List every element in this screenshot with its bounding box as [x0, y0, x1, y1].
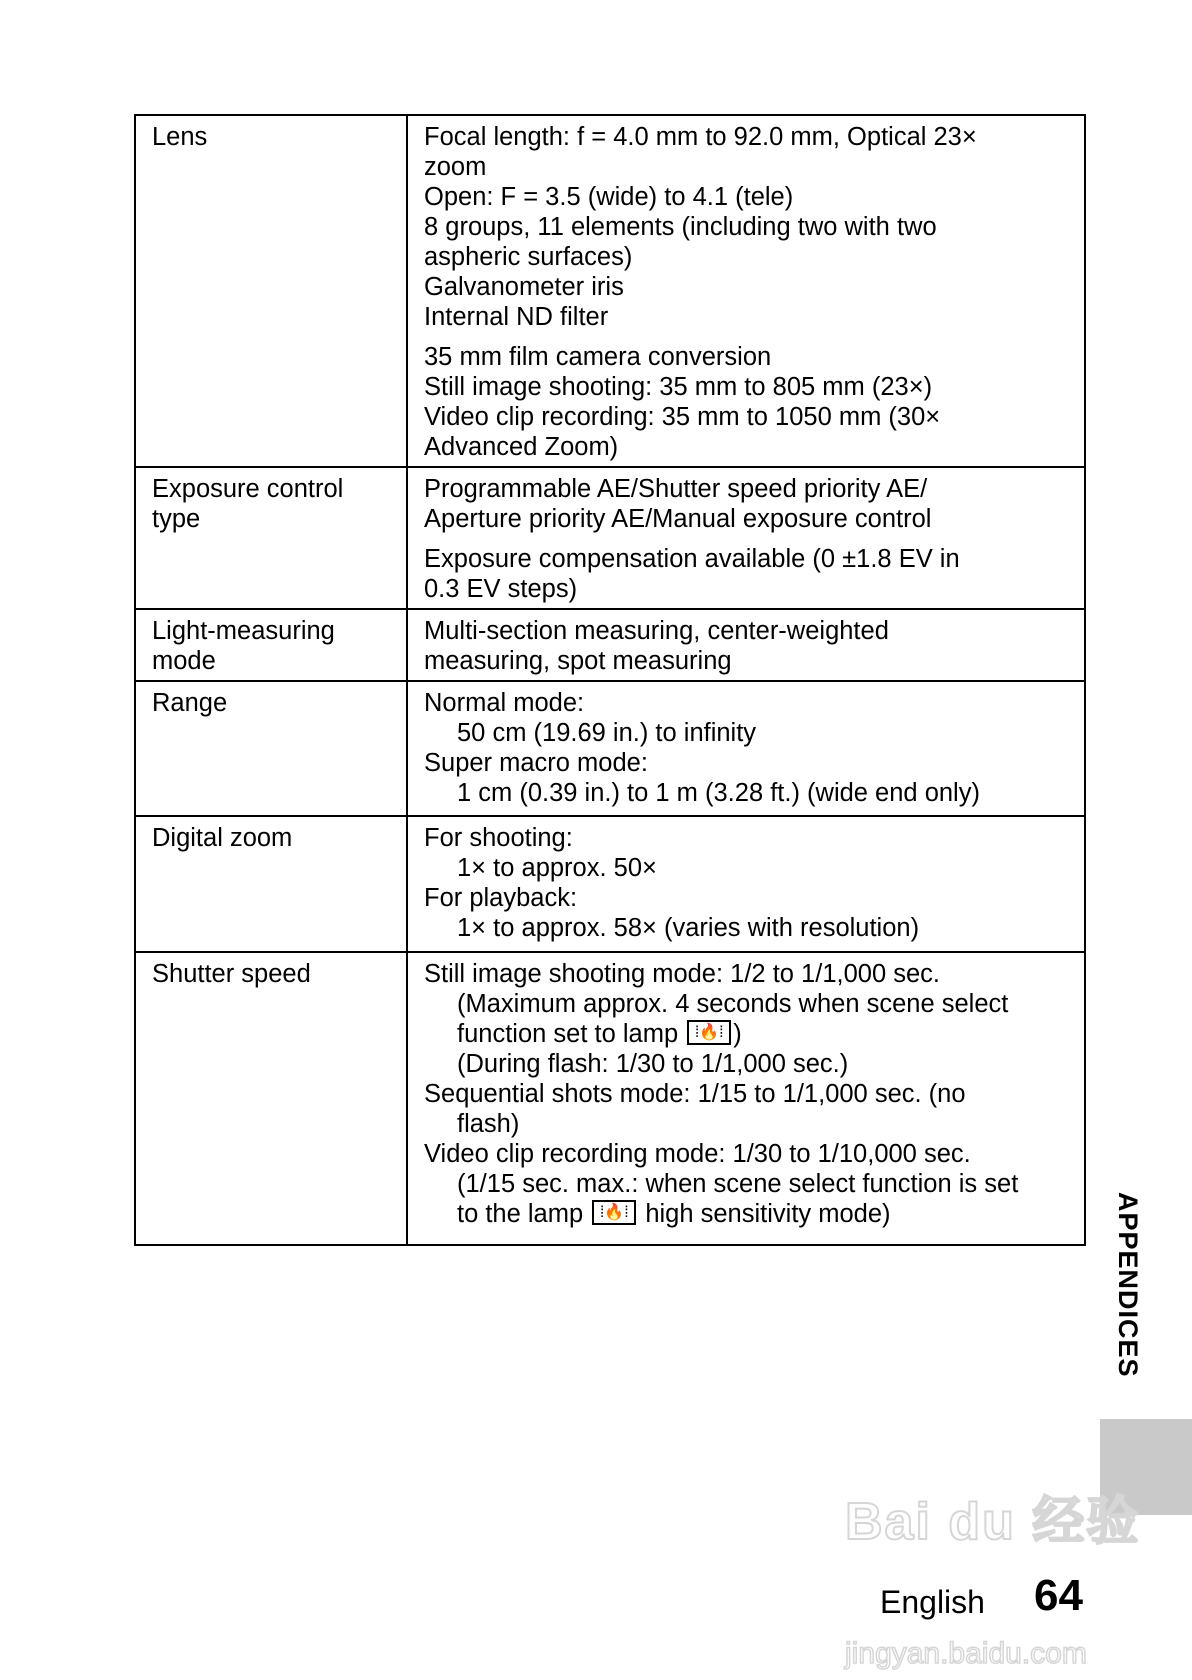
line-text: Aperture priority AE/Manual exposure control	[424, 505, 932, 533]
line-text: Exposure compensation available (0 ±1.8 EV in	[424, 545, 960, 573]
watermark-logo: Bai du 经验	[845, 1493, 1141, 1551]
spec-value-line	[424, 504, 1070, 534]
spec-label-line: Digital zoom	[152, 824, 293, 852]
spec-value-line	[424, 1109, 1070, 1139]
spec-value-line	[424, 778, 1070, 808]
line-text: Still image shooting mode: 1/2 to 1/1,000 sec.	[424, 960, 940, 988]
spec-value-line	[424, 646, 1070, 676]
line-text: Galvanometer iris	[424, 273, 624, 301]
line-text: to the lamp	[457, 1200, 584, 1228]
spec-value-line	[424, 883, 1070, 913]
page-number: 64	[1034, 1571, 1083, 1620]
line-text: Programmable AE/Shutter speed priority AE/	[424, 475, 928, 503]
line-text: For shooting:	[424, 824, 573, 852]
spec-label-line: type	[152, 505, 201, 533]
spec-value-line	[424, 372, 1070, 402]
line-text: aspheric surfaces)	[424, 243, 633, 271]
line-text: 1× to approx. 50×	[457, 854, 657, 882]
line-text: (During flash: 1/30 to 1/1,000 sec.)	[457, 1050, 849, 1078]
spec-value-line	[424, 853, 1070, 883]
spec-value-line	[424, 718, 1070, 748]
spec-value-line	[424, 959, 1070, 989]
spec-value-line	[424, 913, 1070, 943]
spec-value-line	[424, 1139, 1070, 1169]
spec-table	[134, 114, 1086, 1246]
line-text: Video clip recording: 35 mm to 1050 mm (30×	[424, 403, 941, 431]
spec-value-line	[424, 823, 1070, 853]
line-text-after: )	[733, 1020, 742, 1048]
line-text: measuring, spot measuring	[424, 647, 732, 675]
lamp-scene-icon: ⁞🔥⁞	[687, 1020, 731, 1045]
spec-value-line	[424, 272, 1070, 302]
line-text: 35 mm film camera conversion	[424, 343, 772, 371]
spec-value-line	[424, 989, 1070, 1019]
spec-value-line	[424, 432, 1070, 462]
line-text: Focal length: f = 4.0 mm to 92.0 mm, Optical 23×	[424, 123, 977, 151]
spec-value	[407, 467, 1085, 609]
line-text: Internal ND filter	[424, 303, 609, 331]
spec-value	[407, 816, 1085, 952]
spec-value	[407, 952, 1085, 1245]
line-text: For playback:	[424, 884, 578, 912]
line-text: Video clip recording mode: 1/30 to 1/10,000 sec.	[424, 1140, 971, 1168]
lamp-scene-icon: ⁞🔥⁞	[592, 1200, 636, 1225]
spec-row	[135, 609, 1085, 681]
spec-label-line: Shutter speed	[152, 960, 311, 988]
spec-label-line: Range	[152, 689, 228, 717]
spec-value-line	[424, 1049, 1070, 1079]
spec-value-line	[424, 748, 1070, 778]
spec-row	[135, 115, 1085, 467]
line-text: Still image shooting: 35 mm to 805 mm (23×)	[424, 373, 933, 401]
footer-language: English	[880, 1584, 985, 1620]
line-text: Open: F = 3.5 (wide) to 4.1 (tele)	[424, 183, 794, 211]
spec-value-line	[424, 1019, 1070, 1049]
line-text: flash)	[457, 1110, 520, 1138]
spec-label-line: Light-measuring	[152, 617, 335, 645]
spec-row	[135, 816, 1085, 952]
line-text: Advanced Zoom)	[424, 433, 619, 461]
spec-value-line	[424, 342, 1070, 372]
watermark-url: jingyan.baidu.com	[845, 1637, 1087, 1670]
spec-value	[407, 681, 1085, 816]
line-text-after: high sensitivity mode)	[638, 1200, 891, 1228]
spec-value-line	[424, 1169, 1070, 1199]
line-text: zoom	[424, 153, 487, 181]
spec-value-line	[424, 182, 1070, 212]
spec-label	[135, 681, 407, 816]
line-text: 1× to approx. 58× (varies with resolution)	[457, 914, 920, 942]
line-text: (Maximum approx. 4 seconds when scene select	[457, 990, 1009, 1018]
spec-value-line	[424, 402, 1070, 432]
spec-label	[135, 115, 407, 467]
spec-value-line	[424, 1199, 1070, 1229]
spec-value	[407, 609, 1085, 681]
spec-value-line	[424, 1079, 1070, 1109]
spec-value-line	[424, 122, 1070, 152]
line-text: Multi-section measuring, center-weighted	[424, 617, 889, 645]
section-side-label: APPENDICES	[1113, 1192, 1143, 1378]
spec-value-line	[424, 688, 1070, 718]
spec-value-line	[424, 616, 1070, 646]
spec-value-line	[424, 152, 1070, 182]
spec-label	[135, 467, 407, 609]
spec-value-line	[424, 474, 1070, 504]
line-text: Super macro mode:	[424, 749, 648, 777]
spec-label-line: Exposure control	[152, 475, 344, 503]
spec-row	[135, 467, 1085, 609]
spec-value-line	[424, 574, 1070, 604]
spec-label	[135, 952, 407, 1245]
line-text: Sequential shots mode: 1/15 to 1/1,000 sec. (no	[424, 1080, 966, 1108]
line-text: 1 cm (0.39 in.) to 1 m (3.28 ft.) (wide end only)	[457, 779, 980, 807]
spec-label	[135, 816, 407, 952]
spec-value-line	[424, 302, 1070, 332]
line-text: (1/15 sec. max.: when scene select function is set	[457, 1170, 1019, 1198]
line-text: Normal mode:	[424, 689, 585, 717]
spec-label	[135, 609, 407, 681]
line-text: 0.3 EV steps)	[424, 575, 578, 603]
spec-label-line: Lens	[152, 123, 208, 151]
line-text: function set to lamp	[457, 1020, 679, 1048]
spec-value	[407, 115, 1085, 467]
spec-value-line	[424, 544, 1070, 574]
spec-value-line	[424, 242, 1070, 272]
spec-label-line: mode	[152, 647, 216, 675]
line-text: 8 groups, 11 elements (including two with two	[424, 213, 937, 241]
spec-row	[135, 681, 1085, 816]
spec-value-line	[424, 212, 1070, 242]
line-text: 50 cm (19.69 in.) to infinity	[457, 719, 757, 747]
spec-row	[135, 952, 1085, 1245]
